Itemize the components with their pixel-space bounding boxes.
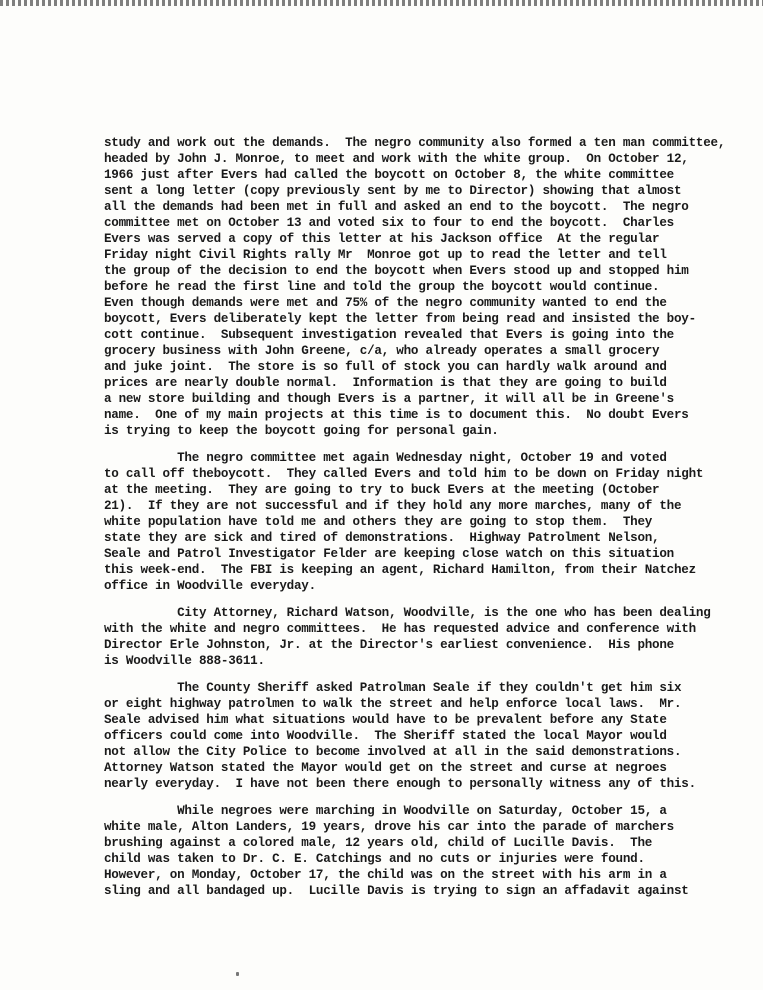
text-line: white population have told me and others they are going to stop them. They bbox=[104, 515, 653, 529]
text-line: sling and all bandaged up. Lucille Davis is trying to sign an affadavit against bbox=[104, 884, 689, 898]
text-line: the group of the decision to end the boycott when Evers stood up and stopped him bbox=[104, 264, 689, 278]
scan-speck bbox=[236, 972, 239, 976]
text-line: state they are sick and tired of demonstrations. Highway Patrolment Nelson, bbox=[104, 531, 660, 545]
text-line: child was taken to Dr. C. E. Catchings and no cuts or injuries were found. bbox=[104, 852, 645, 866]
text-line: Even though demands were met and 75% of the negro community wanted to end the bbox=[104, 296, 667, 310]
text-line: to call off theboycott. They called Evers and told him to be down on Friday night bbox=[104, 467, 704, 481]
text-line: Director Erle Johnston, Jr. at the Director's earliest convenience. His phone bbox=[104, 638, 674, 652]
text-line: However, on Monday, October 17, the child was on the street with his arm in a bbox=[104, 868, 667, 882]
text-line: The negro committee met again Wednesday night, October 19 and voted bbox=[104, 451, 667, 465]
text-line: this week-end. The FBI is keeping an agent, Richard Hamilton, from their Natchez bbox=[104, 563, 696, 577]
text-line: and juke joint. The store is so full of stock you can hardly walk around and bbox=[104, 360, 667, 374]
text-line: committee met on October 13 and voted six to four to end the boycott. Charles bbox=[104, 216, 674, 230]
text-line: name. One of my main projects at this time is to document this. No doubt Evers bbox=[104, 408, 689, 422]
text-line: not allow the City Police to become involved at all in the said demonstrations. bbox=[104, 745, 682, 759]
text-line: study and work out the demands. The negro community also formed a ten man committee, bbox=[104, 136, 726, 150]
text-line: or eight highway patrolmen to walk the street and help enforce local laws. Mr. bbox=[104, 697, 682, 711]
text-line: cott continue. Subsequent investigation revealed that Evers is going into the bbox=[104, 328, 674, 342]
text-line: While negroes were marching in Woodville on Saturday, October 15, a bbox=[104, 804, 667, 818]
text-line: 1966 just after Evers had called the boycott on October 8, the white committee bbox=[104, 168, 674, 182]
text-line: all the demands had been met in full and asked an end to the boycott. The negro bbox=[104, 200, 689, 214]
text-line: a new store building and though Evers is a partner, it will all be in Greene's bbox=[104, 392, 674, 406]
text-line: prices are nearly double normal. Information is that they are going to build bbox=[104, 376, 667, 390]
text-line: 21). If they are not successful and if they hold any more marches, many of the bbox=[104, 499, 682, 513]
text-line: Evers was served a copy of this letter at his Jackson office At the regular bbox=[104, 232, 660, 246]
text-line: is Woodville 888-3611. bbox=[104, 654, 265, 668]
text-line: nearly everyday. I have not been there enough to personally witness any of this. bbox=[104, 777, 696, 791]
text-line: office in Woodville everyday. bbox=[104, 579, 316, 593]
text-line: City Attorney, Richard Watson, Woodville, is the one who has been dealing bbox=[104, 606, 711, 620]
text-line: headed by John J. Monroe, to meet and work with the white group. On October 12, bbox=[104, 152, 689, 166]
text-line: Friday night Civil Rights rally Mr Monroe got up to read the letter and tell bbox=[104, 248, 667, 262]
text-line: The County Sheriff asked Patrolman Seale if they couldn't get him six bbox=[104, 681, 682, 695]
text-line: Seale advised him what situations would have to be prevalent before any State bbox=[104, 713, 667, 727]
text-line: officers could come into Woodville. The Sheriff stated the local Mayor would bbox=[104, 729, 667, 743]
text-line: Attorney Watson stated the Mayor would get on the street and curse at negroes bbox=[104, 761, 667, 775]
text-line: grocery business with John Greene, c/a, who already operates a small grocery bbox=[104, 344, 660, 358]
scan-top-edge bbox=[0, 0, 763, 6]
text-line: with the white and negro committees. He has requested advice and conference with bbox=[104, 622, 696, 636]
text-line: brushing against a colored male, 12 years old, child of Lucille Davis. The bbox=[104, 836, 653, 850]
text-line: is trying to keep the boycott going for personal gain. bbox=[104, 424, 499, 438]
text-line: boycott, Evers deliberately kept the letter from being read and insisted the boy- bbox=[104, 312, 696, 326]
text-line: sent a long letter (copy previously sent by me to Director) showing that almost bbox=[104, 184, 682, 198]
text-line: Seale and Patrol Investigator Felder are keeping close watch on this situation bbox=[104, 547, 674, 561]
text-line: white male, Alton Landers, 19 years, drove his car into the parade of marchers bbox=[104, 820, 674, 834]
text-line: before he read the first line and told the group the boycott would continue. bbox=[104, 280, 660, 294]
text-line: at the meeting. They are going to try to buck Evers at the meeting (October bbox=[104, 483, 660, 497]
